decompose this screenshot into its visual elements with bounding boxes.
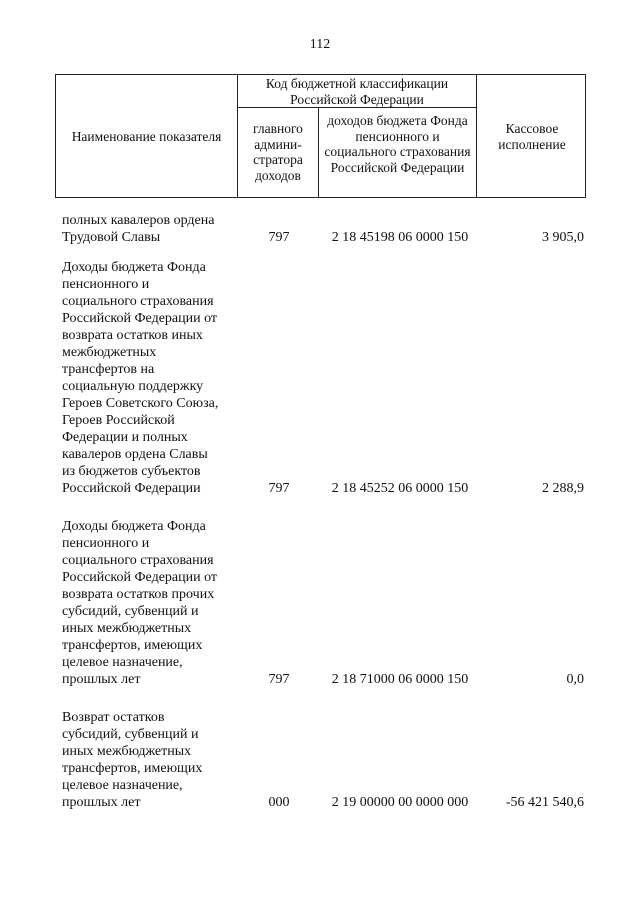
row-amount: 0,0 [566,672,584,687]
header-admin-col: главного админи- стратора доходов [253,121,303,183]
header-divider-2 [318,107,319,197]
row-admin-code: 797 [268,672,290,687]
row-income-code: 2 18 45198 06 0000 150 [331,230,469,245]
row-name: Доходы бюджета Фонда пенсионного и социального страхования Российской Федерации от возврата остатков прочих субсидий, субвенций и иных межбюджетных трансфертов, имеющих целевое назначение, прошлых лет [62,519,218,687]
row-name: полных кавалеров ордена Трудовой Славы [62,213,215,245]
header-income-col: доходов бюджета Фонда пенсионного и социального страхования Российской Федерации [324,113,471,175]
row-amount: 3 905,0 [542,230,584,245]
row-amount: -56 421 540,6 [505,795,584,810]
row-name: Возврат остатков субсидий, субвенций и иных межбюджетных трансфертов, имеющих целевое назначение, прошлых лет [62,710,203,810]
row-amount: 2 288,9 [542,481,584,496]
row-admin-code: 797 [268,230,290,245]
row-income-code: 2 18 45252 06 0000 150 [331,481,469,496]
header-subdivider [237,107,476,108]
row-name: Доходы бюджета Фонда пенсионного и социального страхования Российской Федерации от возврата остатков иных межбюджетных трансфертов на социальную поддержку Героев Советского Союза, Героев Российской Федерации и полных кавалеров ордена Славы из бюджетов субъектов Российской Федерации [62,260,219,496]
header-code-group: Код бюджетной классификации Российской Федерации [265,76,449,107]
row-admin-code: 797 [268,481,290,496]
header-divider-3 [476,75,477,197]
header-amount-col: Кассовое исполнение [498,121,566,152]
header-divider-1 [237,75,238,197]
page-number: 112 [309,37,331,52]
row-admin-code: 000 [268,795,290,810]
header-name-col: Наименование показателя [71,129,222,144]
table-header [55,74,586,198]
row-income-code: 2 19 00000 00 0000 000 [331,795,469,810]
row-income-code: 2 18 71000 06 0000 150 [331,672,469,687]
